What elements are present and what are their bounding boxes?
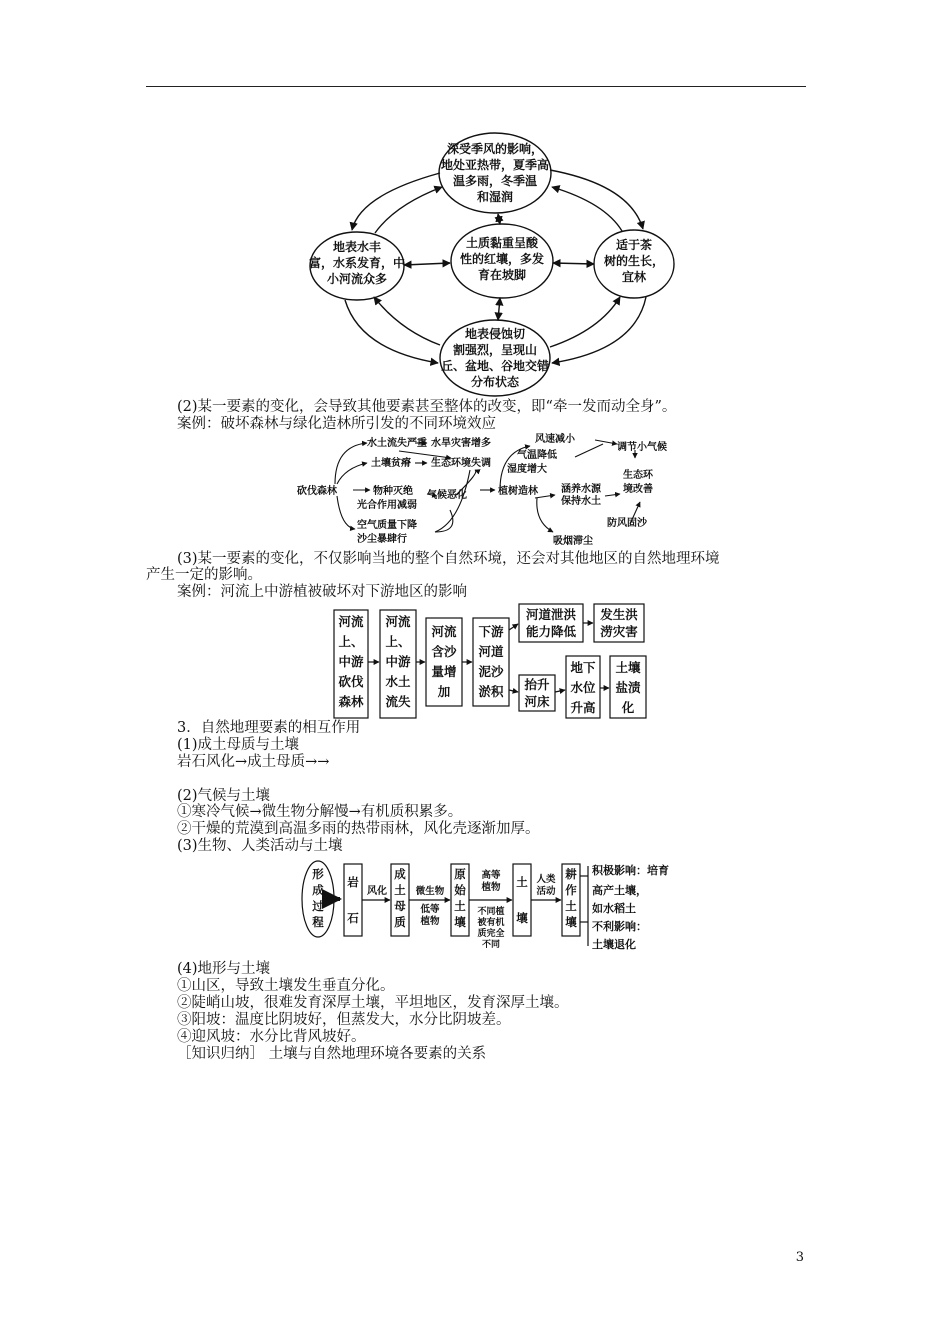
river-b4-3: 淤积 [478,684,504,699]
river-b6-0: 发生洪 [600,607,638,622]
soil-till-0: 耕 [565,867,577,881]
section-3-4: (4)地形与土壤 [177,961,271,977]
soil-low-1: 植物 [420,916,440,927]
soil-diff-2: 质完全 [477,929,505,939]
center-l3: 育在坡脚 [477,268,527,282]
forest-plant: 植树造林 [498,486,538,497]
soil-parent-1: 土 [394,883,406,897]
forest-photo: 光合作用减弱 [357,500,417,511]
forest-temp-2: 湿度增大 [507,464,547,475]
center-l1: 土质黏重呈酸 [465,236,539,250]
section-3-2-b: ②干燥的荒漠到高温多雨的热带雨林，风化壳逐渐加厚。 [177,821,540,837]
case-2: 案例：河流上中游植被破坏对下游地区的影响 [177,584,467,600]
soil-parent-2: 母 [394,899,406,913]
river-b4-0: 下游 [478,624,504,639]
river-b9-1: 盐渍 [615,680,641,695]
soil-diff-0: 不同植 [477,907,505,917]
soil-high-0: 高等 [481,870,501,881]
river-b4-1: 河道 [478,644,504,659]
section-3-1: (1)成土母质与土壤 [177,737,300,753]
river-b1-3: 砍伐 [338,674,364,689]
river-b8-0: 地下 [570,660,596,675]
river-b8-1: 水位 [570,680,596,695]
river-b1-4: 森林 [338,694,364,709]
para-2: (2)某一要素的变化，会导致其他要素甚至整体的改变，即“牵一发而动全身”。 [177,399,677,415]
soil-soil-1: 壤 [516,911,528,925]
soil-high-1: 植物 [481,882,501,893]
river-b1-2: 中游 [338,654,364,669]
forest-dust: 吸烟滞尘 [553,536,593,547]
right-l2: 树的生长， [603,254,665,268]
forest-conserve-1: 涵养水源 [561,484,601,495]
river-b3-0: 河流 [431,624,457,639]
forest-poor-soil: 土壤贫瘠 [371,458,411,469]
soil-process-1: 成 [312,883,324,897]
top-l2: 地处亚热带，夏季高 [440,158,550,172]
para-3-line-2: 产生一定的影响。 [146,567,262,583]
forest-air-2: 沙尘暴肆行 [357,534,407,545]
soil-rock-0: 岩 [347,875,359,889]
bottom-l4: 分布状态 [470,375,520,389]
knowledge-summary: ［知识归纳］ 土壤与自然地理环境各要素的关系 [177,1046,487,1062]
river-b9-0: 土壤 [615,660,641,675]
river-b7-0: 抬升 [524,677,550,692]
cycle-diagram [300,125,690,395]
river-b5-0: 河道泄洪 [525,607,577,622]
page-number: 3 [795,1250,804,1265]
river-b4-2: 泥沙 [478,664,504,679]
soil-primitive-3: 壤 [454,915,466,929]
forest-disaster: 水旱灾害增多 [431,438,491,449]
right-l1: 适于茶 [615,238,653,252]
river-b2-0: 河流 [385,614,411,629]
soil-parent-0: 成 [394,867,406,881]
soil-diagram [300,856,684,956]
soil-parent-3: 质 [394,915,406,929]
river-diagram [330,600,660,722]
left-l2: 富，水系发育，中 [308,256,406,270]
soil-rock-1: 石 [347,911,359,925]
river-b1-0: 河流 [338,614,364,629]
header-rule [146,86,806,87]
forest-air-1: 空气质量下降 [357,520,417,531]
forest-windbreak: 防风固沙 [607,518,647,529]
section-3-1-body: 岩石风化→成土母质→→ [177,754,330,770]
river-b5-1: 能力降低 [525,624,577,639]
right-l3: 宜林 [621,270,647,284]
case-1: 案例：破坏森林与绿化造林所引发的不同环境效应 [177,416,496,432]
soil-low-0: 低等 [420,904,440,915]
forest-wind: 风速减小 [535,434,575,445]
river-b2-4: 流失 [385,694,411,709]
bottom-l2: 割强烈，呈现山 [452,343,538,357]
soil-diff-1: 被有机 [477,918,505,928]
forest-cut: 砍伐森林 [297,486,337,497]
river-b3-2: 量增 [431,664,457,679]
soil-neg-0: 不利影响： [592,920,647,933]
soil-till-1: 作 [565,883,577,897]
soil-weather: 风化 [367,886,387,897]
forest-eco-better-1: 生态环 [623,470,653,481]
forest-micro: 调节小气候 [617,442,667,453]
forest-eco-imbalance: 生态环境失调 [431,458,491,469]
left-l1: 地表水丰 [332,240,382,254]
soil-process-0: 形 [312,867,324,881]
soil-pos-2: 如水稻土 [592,902,636,915]
river-b2-1: 上、 [385,634,411,649]
section-3-2-a: ①寒冷气候→微生物分解慢→有机质积累多。 [177,804,463,820]
left-l3: 小河流众多 [326,272,388,286]
soil-pos-1: 高产土壤， [592,884,647,897]
forest-climate-worse: 气候恶化 [427,490,467,501]
river-b8-2: 升高 [570,700,596,715]
top-l4: 和湿润 [476,190,514,204]
forest-soil-loss: 水土流失严重 [367,438,427,449]
forest-conserve-2: 保持水土 [561,496,601,507]
section-3-2: (2)气候与土壤 [177,788,271,804]
section-3-4-a: ①山区，导致土壤发生垂直分化。 [177,978,395,994]
soil-human-1: 活动 [536,886,556,897]
soil-human-0: 人类 [536,874,556,885]
river-b3-3: 加 [437,684,451,699]
soil-micro: 微生物 [415,886,445,897]
section-3-3: (3)生物、人类活动与土壤 [177,838,343,854]
river-b7-1: 河床 [524,694,550,709]
soil-process-3: 程 [312,915,324,929]
river-b2-2: 中游 [385,654,411,669]
forest-species: 物种灭绝 [373,486,413,497]
river-b3-1: 含沙 [431,644,457,659]
center-l2: 性的红壤，多发 [459,252,545,266]
bottom-l3: 丘、盆地、谷地交错 [440,359,550,373]
para-3-line-1: (3)某一要素的变化，不仅影响当地的整个自然环境，还会对其他地区的自然地理环境 [177,551,720,567]
forest-temp-1: 气温降低 [517,450,557,461]
soil-primitive-1: 始 [454,883,466,897]
soil-diff-3: 不同 [481,940,501,950]
soil-neg-1: 土壤退化 [592,938,636,951]
soil-primitive-0: 原 [454,867,466,881]
soil-primitive-2: 土 [454,899,466,913]
bottom-l1: 地表侵蚀切 [464,327,526,341]
river-b9-2: 化 [621,700,635,715]
river-b2-3: 水土 [385,674,411,689]
forest-eco-better-2: 境改善 [623,484,653,495]
section-3-4-d: ④迎风坡：水分比背风坡好。 [177,1029,366,1045]
soil-till-3: 壤 [565,915,577,929]
section-3-4-c: ③阳坡：温度比阴坡好，但蒸发大，水分比阴坡差。 [177,1012,511,1028]
forest-diagram [295,432,715,550]
top-l3: 温多雨，冬季温 [452,174,538,188]
soil-process-2: 过 [312,899,324,913]
section-3-title: 3．自然地理要素的相互作用 [177,720,361,736]
soil-till-2: 土 [565,899,577,913]
soil-soil-0: 土 [516,875,528,889]
top-l1: 深受季风的影响， [446,142,544,156]
soil-pos-0: 积极影响：培育 [592,864,669,877]
river-b6-1: 涝灾害 [600,624,638,639]
river-b1-1: 上、 [338,634,364,649]
section-3-4-b: ②陡峭山坡，很难发育深厚土壤，平坦地区，发育深厚土壤。 [177,995,569,1011]
